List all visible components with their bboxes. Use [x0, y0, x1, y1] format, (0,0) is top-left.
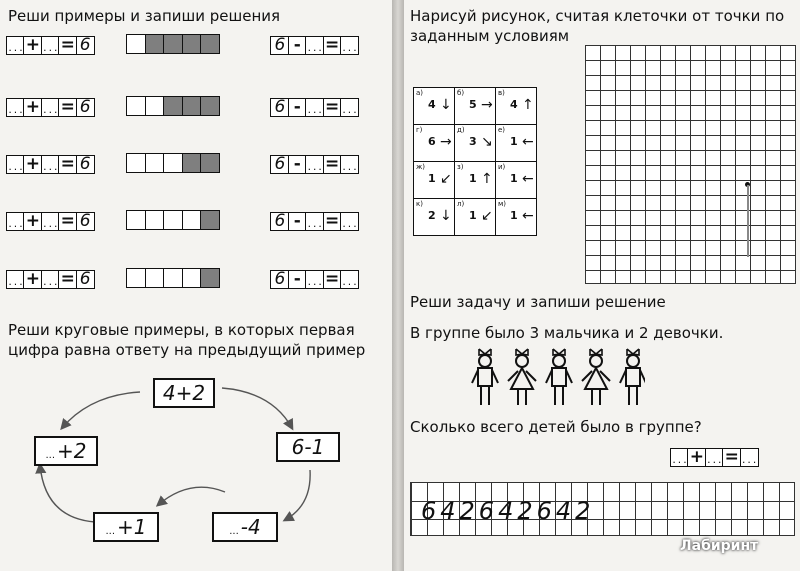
minus-sign: - — [288, 155, 307, 174]
heading-solve-examples: Реши примеры и запиши решения — [8, 7, 281, 25]
blank-box[interactable]: ... — [6, 270, 25, 289]
result-number: 6 — [76, 155, 95, 174]
blank-box[interactable]: ... — [305, 36, 324, 55]
minus-sign: - — [288, 98, 307, 117]
blank-box[interactable]: ... — [305, 98, 324, 117]
direction-arrow-icon: ↙ — [481, 208, 493, 224]
blank-box[interactable]: ... — [6, 36, 25, 55]
direction-cell: з) 1 ↑ — [455, 162, 496, 199]
girl-figure — [508, 349, 536, 405]
blank-box[interactable]: ... — [305, 212, 324, 231]
circle-example-left[interactable]: ... +2 — [34, 436, 98, 466]
equals-sign: = — [323, 98, 342, 117]
direction-cell: б) 5 → — [455, 88, 496, 125]
direction-cell: а) 4 ↓ — [414, 88, 455, 125]
equals-sign: = — [323, 270, 342, 289]
drawn-line — [747, 185, 749, 257]
direction-row — [414, 125, 537, 162]
blank-box[interactable]: ... — [340, 270, 359, 289]
blank-box[interactable]: ... — [740, 448, 759, 467]
plus-sign: + — [23, 36, 42, 55]
blank-box[interactable]: ... — [41, 36, 60, 55]
boy-figure — [472, 349, 498, 405]
problem-text: В группе было 3 мальчика и 2 девочки. — [410, 324, 724, 342]
equals-sign: = — [323, 212, 342, 231]
blank-box[interactable]: ... — [41, 155, 60, 174]
circle-example-top[interactable]: 4+2 — [153, 378, 215, 408]
plus-sign: + — [23, 98, 42, 117]
minuend-number: 6 — [270, 98, 289, 117]
direction-arrow-icon: ← — [522, 134, 534, 150]
blank-box[interactable]: ... — [340, 212, 359, 231]
direction-arrow-icon: ← — [522, 171, 534, 187]
blank-box[interactable]: ... — [305, 270, 324, 289]
minuend-number: 6 — [270, 212, 289, 231]
blank-box[interactable]: ... — [340, 36, 359, 55]
plus-sign: + — [687, 448, 706, 467]
direction-arrow-icon: ↓ — [440, 208, 452, 224]
equals-sign: = — [58, 98, 77, 117]
blank-box[interactable]: ... — [6, 98, 25, 117]
direction-cell: к) 2 ↓ — [414, 199, 455, 236]
heading-solve-problem: Реши задачу и запиши решение — [410, 293, 666, 311]
equals-sign: = — [58, 155, 77, 174]
minuend-number: 6 — [270, 36, 289, 55]
direction-arrow-icon: → — [481, 97, 493, 113]
circle-example-right[interactable]: 6-1 — [276, 432, 340, 462]
direction-cell: л) 1 ↙ — [455, 199, 496, 236]
plus-sign: + — [23, 270, 42, 289]
blank-box[interactable]: ... — [705, 448, 724, 467]
equals-sign: = — [323, 155, 342, 174]
book-gutter — [392, 0, 404, 571]
heading-circular-examples: Реши круговые примеры, в которых первая цифра равна ответу на предыдущий пример — [8, 321, 366, 359]
blank-box[interactable]: ... — [305, 155, 324, 174]
direction-row — [414, 88, 537, 125]
heading-draw-picture: Нарисуй рисунок, считая клеточки от точки по заданным условиям — [410, 7, 785, 45]
equals-sign: = — [323, 36, 342, 55]
direction-row — [414, 199, 537, 236]
handwriting-practice-line[interactable] — [410, 482, 795, 536]
result-number: 6 — [76, 98, 95, 117]
minuend-number: 6 — [270, 155, 289, 174]
blank-box[interactable]: ... — [41, 270, 60, 289]
blank-box[interactable]: ... — [6, 155, 25, 174]
direction-arrow-icon: ↑ — [481, 171, 493, 187]
children-figures — [465, 345, 645, 415]
circle-example-bottom-right[interactable]: ... -4 — [212, 512, 278, 542]
equals-sign: = — [722, 448, 741, 467]
direction-table — [413, 87, 537, 236]
blank-box[interactable]: ... — [41, 98, 60, 117]
direction-cell: е) 1 ← — [496, 125, 537, 162]
blank-box[interactable]: ... — [340, 155, 359, 174]
direction-cell: и) 1 ← — [496, 162, 537, 199]
direction-cell: м) 1 ← — [496, 199, 537, 236]
direction-cell: д) 3 ↘ — [455, 125, 496, 162]
minus-sign: - — [288, 270, 307, 289]
blank-box[interactable]: ... — [41, 212, 60, 231]
drawing-grid[interactable] — [585, 45, 796, 284]
publisher-logo: Лабиринт — [680, 538, 759, 554]
direction-cell: г) 6 → — [414, 125, 455, 162]
direction-cell: в) 4 ↑ — [496, 88, 537, 125]
equals-sign: = — [58, 270, 77, 289]
direction-arrow-icon: ↑ — [522, 97, 534, 113]
circle-arrows — [0, 0, 392, 571]
boy-figure — [620, 349, 645, 405]
direction-arrow-icon: ↓ — [440, 97, 452, 113]
question-text: Сколько всего детей было в группе? — [410, 418, 702, 436]
plus-sign: + — [23, 155, 42, 174]
handwriting-sample: 642642642 — [421, 497, 595, 525]
result-number: 6 — [76, 270, 95, 289]
direction-arrow-icon: → — [440, 134, 452, 150]
direction-cell: ж) 1 ↙ — [414, 162, 455, 199]
direction-arrow-icon: ← — [522, 208, 534, 224]
result-number: 6 — [76, 36, 95, 55]
minus-sign: - — [288, 36, 307, 55]
blank-box[interactable]: ... — [340, 98, 359, 117]
minuend-number: 6 — [270, 270, 289, 289]
girl-figure — [582, 349, 610, 405]
left-page — [0, 0, 392, 571]
blank-box[interactable]: ... — [6, 212, 25, 231]
answer-equation — [670, 446, 759, 468]
plus-sign: + — [23, 212, 42, 231]
equals-sign: = — [58, 36, 77, 55]
equals-sign: = — [58, 212, 77, 231]
direction-arrow-icon: ↙ — [440, 171, 452, 187]
direction-arrow-icon: ↘ — [481, 134, 493, 150]
minus-sign: - — [288, 212, 307, 231]
direction-row — [414, 162, 537, 199]
boy-figure — [546, 349, 572, 405]
blank-box[interactable]: ... — [670, 448, 689, 467]
result-number: 6 — [76, 212, 95, 231]
circle-example-bottom-left[interactable]: ... +1 — [93, 512, 159, 542]
